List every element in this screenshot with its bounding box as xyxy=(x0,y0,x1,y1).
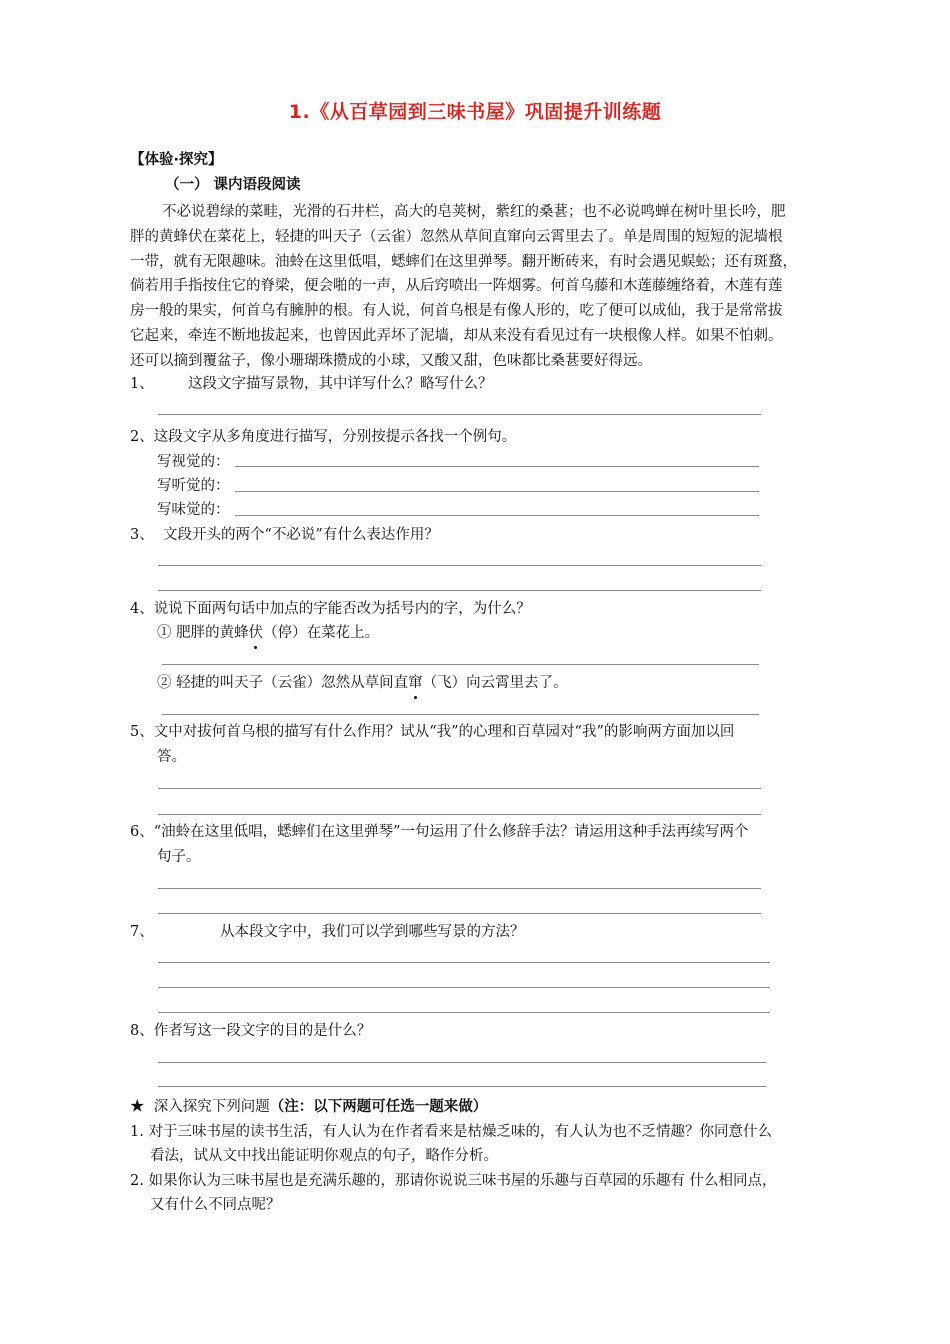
question-6-line-1: 6、“油蛉在这里低唱，蟋蟀们在这里弹琴”一句运用了什么修辞手法？请运用这种手法再续写两个 xyxy=(130,824,749,840)
answer-line[interactable] xyxy=(158,590,761,591)
explore-1-line-2: 看法，试从文中找出能证明你观点的句子，略作分析。 xyxy=(150,1148,498,1164)
answer-line[interactable] xyxy=(162,714,759,715)
subsection-heading: （一） 课内语段阅读 xyxy=(165,177,301,193)
answer-line[interactable] xyxy=(158,1012,770,1013)
taste-label: 写味觉的： xyxy=(157,502,230,518)
answer-line[interactable] xyxy=(162,664,759,665)
audio-answer-line[interactable] xyxy=(235,491,759,492)
question-4-text: 4、说说下面两句话中加点的字能否改为括号内的字，为什么？ xyxy=(130,601,531,617)
dotted-character: 伏 xyxy=(249,621,264,645)
answer-line[interactable] xyxy=(158,962,770,963)
sentence-text: ② 轻捷的叫天子（云雀）忽然从草间直 xyxy=(157,675,409,691)
section-heading: 【体验·探究】 xyxy=(130,152,223,168)
visual-answer-line[interactable] xyxy=(235,466,759,467)
page-title: 1.《从百草园到三味书屋》巩固提升训练题 xyxy=(288,101,662,123)
explore-note: （注：以下两题可任选一题来做） xyxy=(269,1099,488,1115)
question-3-text: 文段开头的两个“不必说”有什么表达作用？ xyxy=(163,527,439,543)
reading-passage xyxy=(130,200,863,374)
passage-line: 还可以摘到覆盆子，像小珊瑚珠攒成的小球，又酸又甜，色味都比桑葚要好得远。 xyxy=(130,352,652,369)
explore-lead: 深入探究下列问题 xyxy=(153,1099,270,1115)
question-4-sentence-2 xyxy=(157,671,568,695)
dotted-character: 窜 xyxy=(408,671,423,695)
answer-line[interactable] xyxy=(158,565,761,566)
passage-line: 胖的黄蜂伏在菜花上，轻捷的叫天子（云雀）忽然从草间直窜向云霄里去了。单是周围的短短的泥墙根 xyxy=(130,228,783,245)
passage-line: 不必说碧绿的菜畦，光滑的石井栏，高大的皂荚树，紫红的桑葚；也不必说鸣蝉在树叶里长吟，肥 xyxy=(162,204,786,220)
question-6-line-2: 句子。 xyxy=(157,849,201,865)
passage-line: 一带，就有无限趣味。油蛉在这里低唱，蟋蟀们在这里弹琴。翻开断砖来，有时会遇见蜈蚣；还有斑蝥， xyxy=(130,253,797,270)
star-icon: ★ xyxy=(130,1099,145,1115)
passage-line: 它起来，牵连不断地拔起来，也曾因此弄坏了泥墙，却从来没有看见过有一块根像人样。如果不怕刺。 xyxy=(130,327,783,344)
answer-line[interactable] xyxy=(158,987,770,988)
question-3-number: 3、 xyxy=(130,527,154,543)
sentence-text: （停）在菜花上。 xyxy=(263,625,380,641)
question-2-text: 2、这段文字从多角度进行描写，分别按提示各找一个例句。 xyxy=(130,429,517,445)
explore-2-line-2: 又有什么不同点呢？ xyxy=(150,1197,281,1213)
answer-line[interactable] xyxy=(158,814,761,815)
answer-line[interactable] xyxy=(158,414,761,415)
question-5-line-1: 5、文中对拔何首乌根的描写有什么作用？试从“我”的心理和百草园对“我”的影响两方面加以回 xyxy=(130,724,735,740)
question-5-line-2: 答。 xyxy=(157,749,186,765)
passage-line: 房一般的果实，何首乌有臃肿的根。有人说，何首乌根是有像人形的，吃了便可以成仙，我于是常常拔 xyxy=(130,303,783,320)
answer-line[interactable] xyxy=(158,913,761,914)
question-8-text: 8、作者写这一段文字的目的是什么？ xyxy=(130,1023,372,1039)
explore-1-line-1: 1. 对于三味书屋的读书生活，有人认为在作者看来是枯燥乏味的，有人认为也不乏情趣？你同意什么 xyxy=(130,1124,772,1140)
sentence-text: （飞）向云霄里去了。 xyxy=(422,675,568,691)
question-1-number: 1、 xyxy=(130,376,154,392)
question-7-number: 7、 xyxy=(130,924,154,940)
audio-label: 写听觉的： xyxy=(157,478,230,494)
explore-2-line-1: 2. 如果你认为三味书屋也是充满乐趣的，那请你说说三味书屋的乐趣与百草园的乐趣有 什么相同点， xyxy=(130,1173,777,1189)
question-1-text: 这段文字描写景物，其中详写什么？略写什么？ xyxy=(188,376,493,392)
answer-line[interactable] xyxy=(158,1062,766,1063)
question-4-sentence-1 xyxy=(157,621,379,645)
question-7-text: 从本段文字中，我们可以学到哪些写景的方法？ xyxy=(220,924,525,940)
answer-line[interactable] xyxy=(158,888,761,889)
sentence-text: ① 肥胖的黄蜂 xyxy=(157,625,249,641)
visual-label: 写视觉的： xyxy=(157,454,230,470)
taste-answer-line[interactable] xyxy=(235,515,759,516)
answer-line[interactable] xyxy=(158,788,761,789)
answer-line[interactable] xyxy=(158,1086,766,1087)
passage-line: 倘若用手指按住它的脊梁，便会啪的一声，从后窍喷出一阵烟雾。何首乌藤和木莲藤缠络着，木莲有莲 xyxy=(130,278,783,295)
explore-heading xyxy=(130,1095,487,1119)
